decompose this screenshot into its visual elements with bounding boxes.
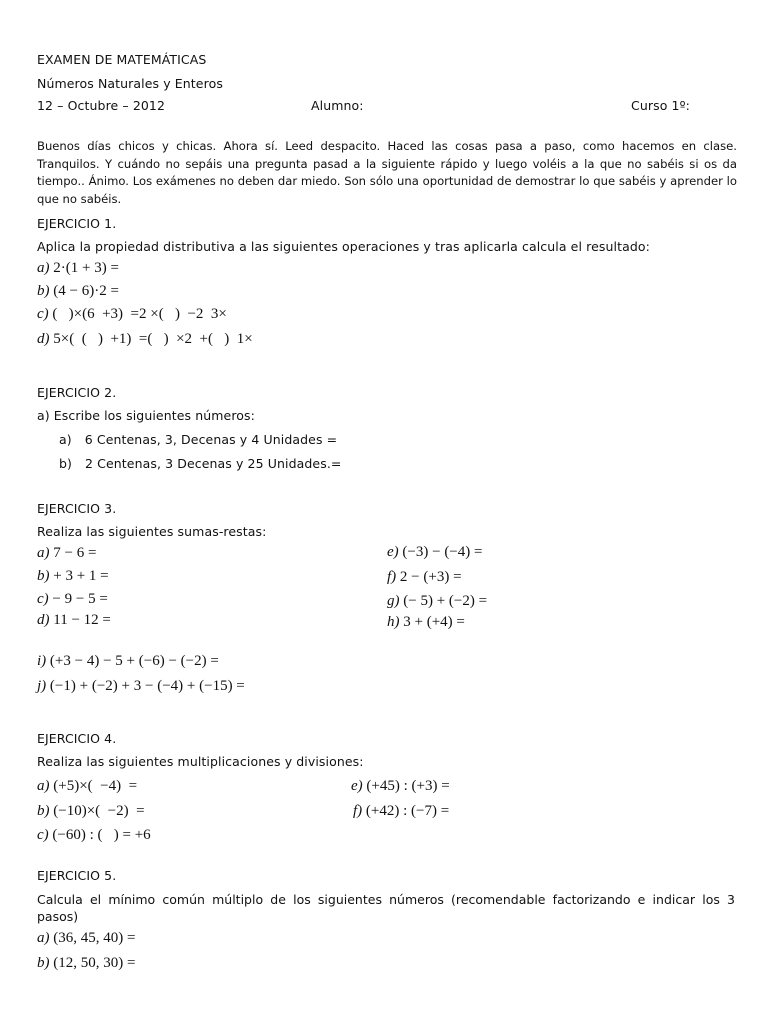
- course-label: Curso 1º:: [631, 98, 690, 113]
- exercise-3-item-b: b) + 3 + 1 =: [37, 568, 109, 584]
- exercise-3-item-i: i) (+3 − 4) − 5 + (−6) − (−2) =: [37, 653, 219, 669]
- exercise-1-title: EJERCICIO 1.: [37, 216, 117, 231]
- exam-title: EXAMEN DE MATEMÁTICAS: [37, 52, 207, 67]
- exercise-3-item-j: j) (−1) + (−2) + 3 − (−4) + (−15) =: [37, 678, 245, 694]
- exercise-5-item-b: b) (12, 50, 30) =: [37, 955, 136, 971]
- exercise-1-item-c: c) ( )×(6 +3) =2 ×( ) −2 3×: [37, 306, 227, 322]
- exercise-5-statement: Calcula el mínimo común múltiplo de los siguientes números (recomendable factorizando e indicar los 3 pasos): [37, 892, 735, 924]
- intro-paragraph: Buenos días chicos y chicas. Ahora sí. Leed despacito. Haced las cosas pasa a paso, como hacemos en clase. Tranquilos. Y cuándo no sepáis una pregunta pasad a la siguiente rápido y luego voléis a la que no sabéis si os da tiempo.. Ánimo. Los exámenes no deben dar miedo. Son sólo una oportunidad de demostrar lo que sabéis y aprender lo que no sabéis.: [37, 139, 737, 206]
- exercise-1-item-b: b) (4 − 6)·2 =: [37, 283, 119, 299]
- exercise-5-title: EJERCICIO 5.: [37, 868, 117, 883]
- exercise-3-title: EJERCICIO 3.: [37, 501, 117, 516]
- exercise-4-item-e: e) (+45) : (+3) =: [351, 778, 450, 794]
- exercise-3-item-c: c) − 9 − 5 =: [37, 591, 108, 607]
- exercise-4-item-b: b) (−10)×( −2) =: [37, 803, 145, 819]
- exercise-4-item-c: c) (−60) : ( ) = +6: [37, 827, 151, 843]
- exercise-3-item-g: g) (− 5) + (−2) =: [387, 593, 488, 609]
- exercise-2-item-b: b) 2 Centenas, 3 Decenas y 25 Unidades.=: [59, 456, 342, 471]
- exercise-3-item-f: f) 2 − (+3) =: [387, 569, 462, 585]
- exercise-5-item-a: a) (36, 45, 40) =: [37, 930, 136, 946]
- exercise-3-statement: Realiza las siguientes sumas-restas:: [37, 524, 267, 539]
- exercise-1-statement: Aplica la propiedad distributiva a las siguientes operaciones y tras aplicarla calcula el resultado:: [37, 239, 650, 254]
- exam-date: 12 – Octubre – 2012: [37, 98, 166, 113]
- exercise-1-item-d: d) 5×( ( ) +1) =( ) ×2 +( ) 1×: [37, 331, 253, 347]
- exercise-2-statement: a) Escribe los siguientes números:: [37, 408, 255, 423]
- exercise-2-item-a: a) 6 Centenas, 3, Decenas y 4 Unidades =: [59, 432, 338, 447]
- exercise-4-item-a: a) (+5)×( −4) =: [37, 778, 138, 794]
- exercise-3-item-e: e) (−3) − (−4) =: [387, 544, 483, 560]
- student-label: Alumno:: [311, 98, 364, 113]
- exercise-4-item-f: f) (+42) : (−7) =: [353, 803, 450, 819]
- exercise-3-item-d: d) 11 − 12 =: [37, 612, 111, 628]
- exercise-2-title: EJERCICIO 2.: [37, 385, 117, 400]
- exercise-3-item-h: h) 3 + (+4) =: [387, 614, 465, 630]
- exercise-1-item-a: a) 2·(1 + 3) =: [37, 260, 119, 276]
- exam-subtitle: Números Naturales y Enteros: [37, 76, 223, 91]
- exercise-4-title: EJERCICIO 4.: [37, 731, 117, 746]
- exercise-3-item-a: a) 7 − 6 =: [37, 545, 97, 561]
- exercise-4-statement: Realiza las siguientes multiplicaciones y divisiones:: [37, 754, 364, 769]
